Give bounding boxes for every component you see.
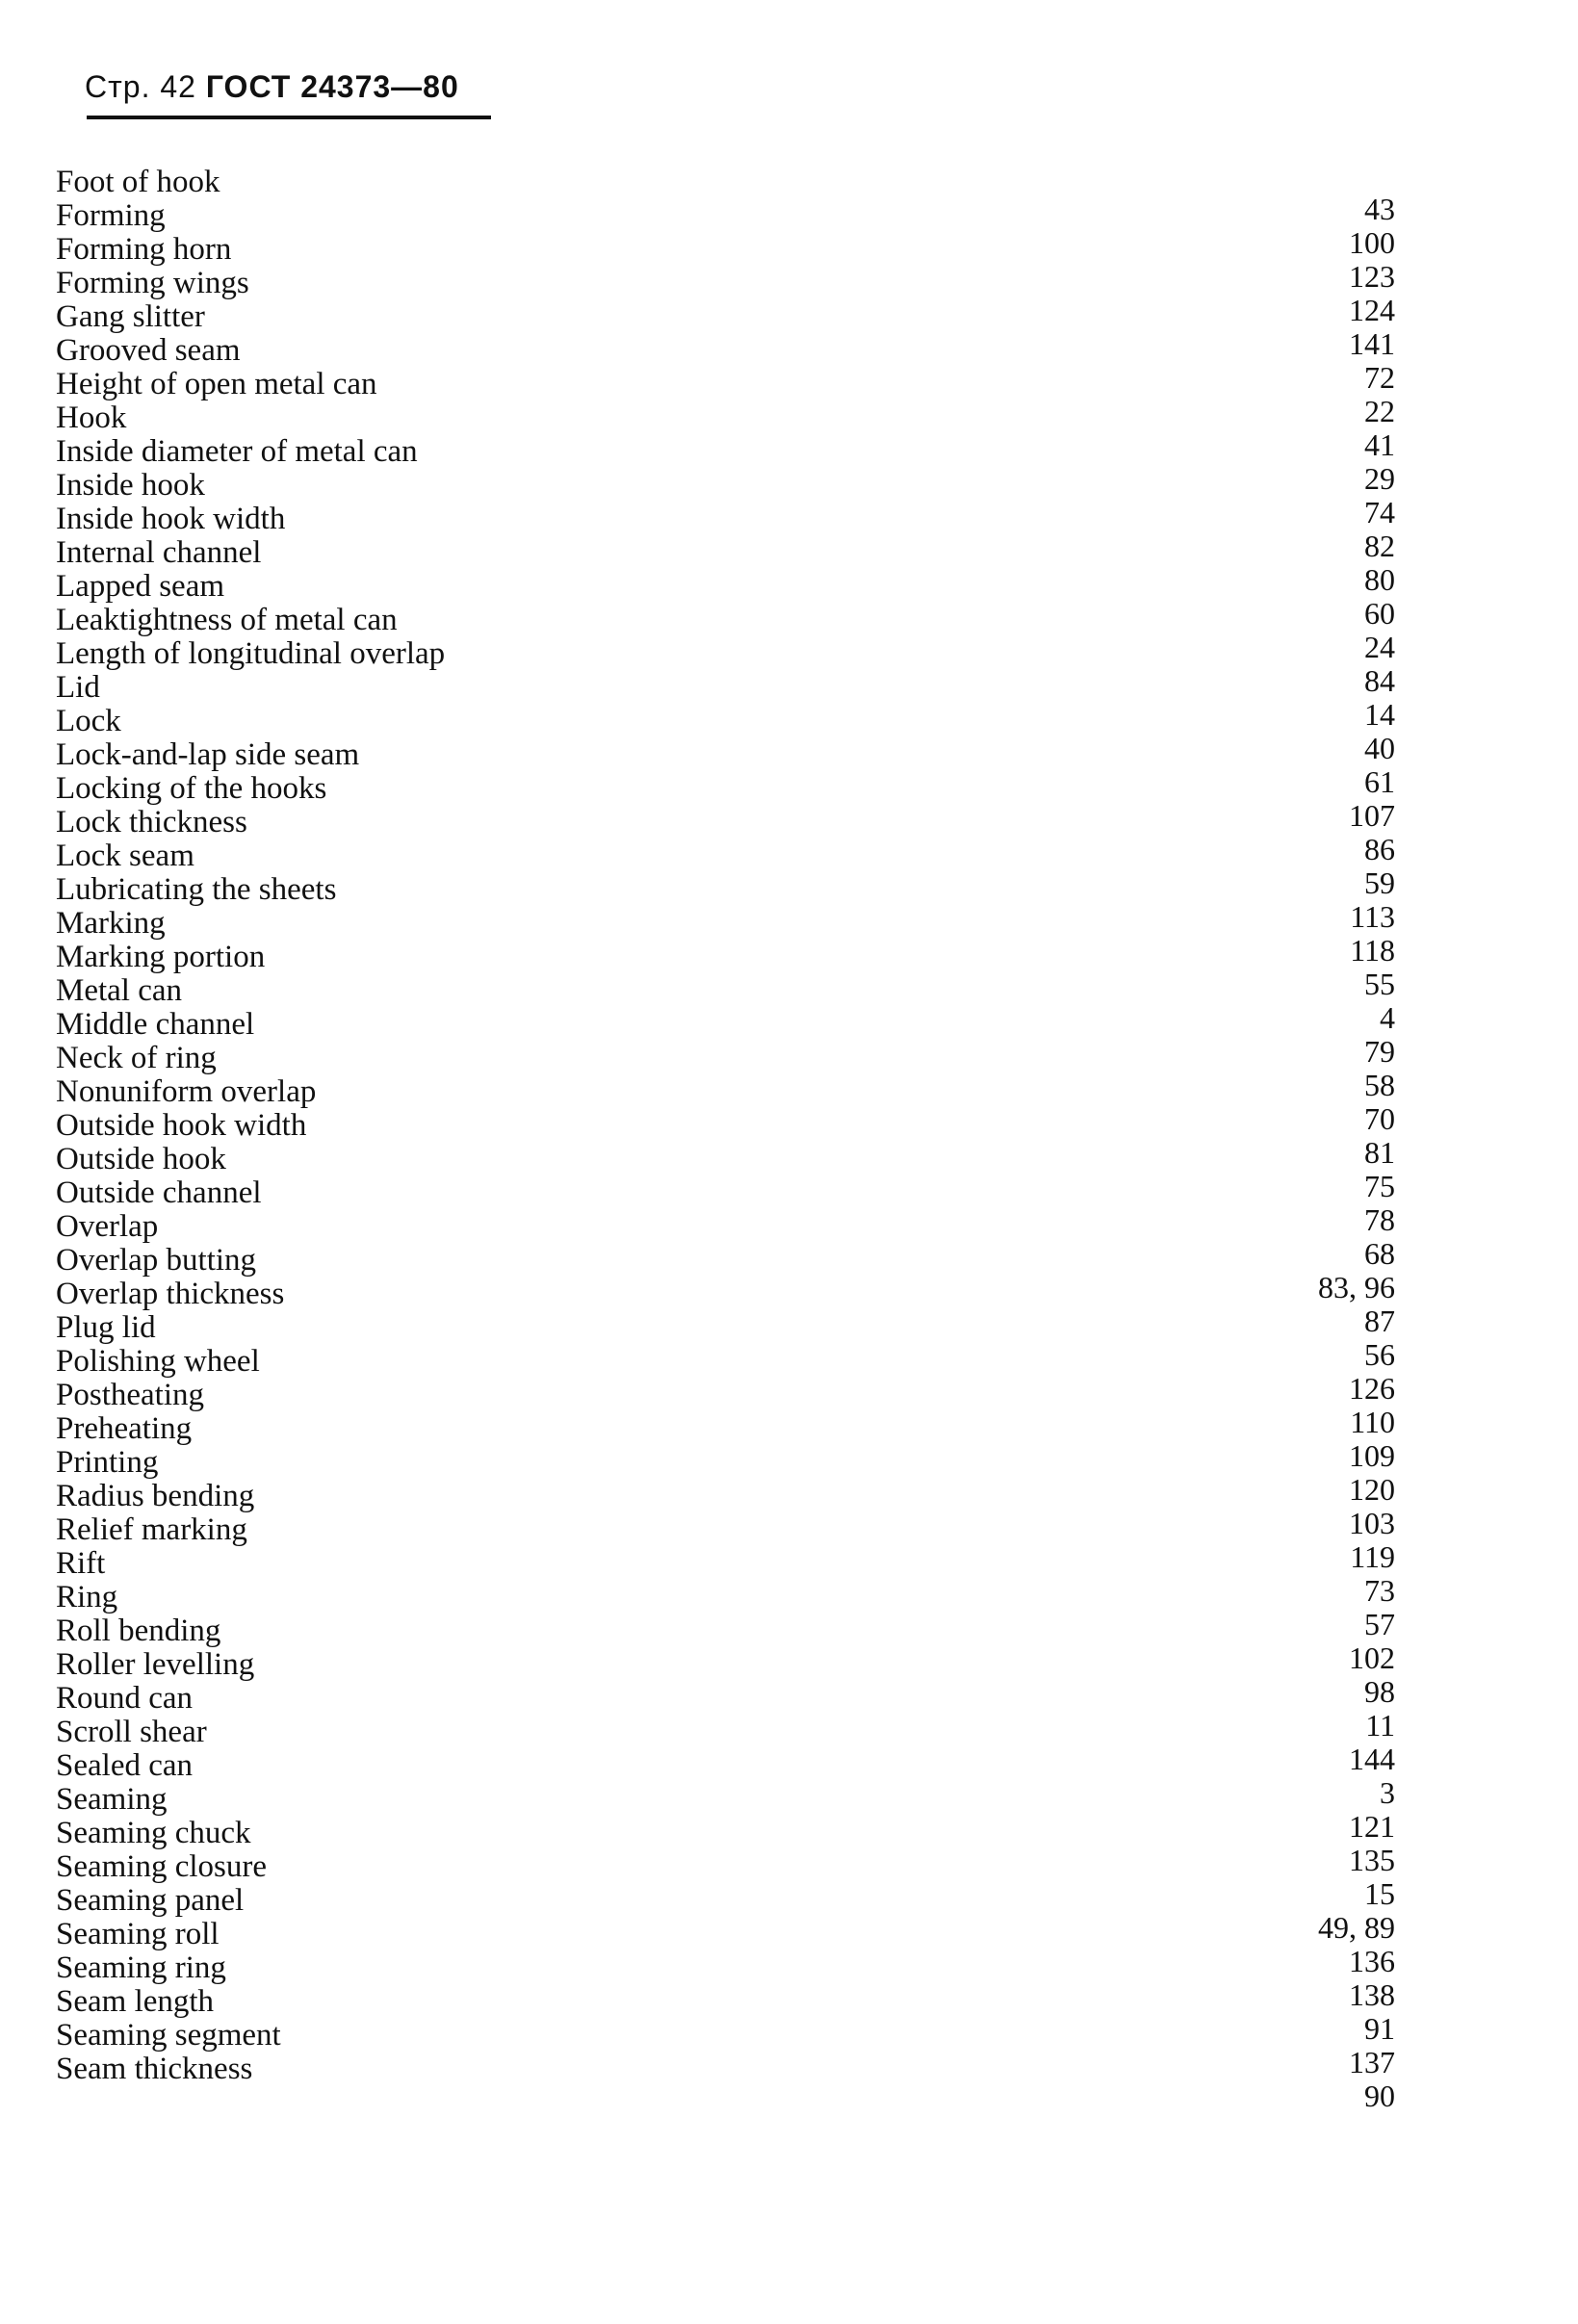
index-number: 11 [1365,1708,1395,1743]
index-number: 22 [1364,394,1395,428]
index-term: Locking of the hooks [56,771,327,806]
index-number: 90 [1364,2079,1395,2113]
index-number: 60 [1364,596,1395,631]
index-term: Hook [56,400,127,435]
index-number: 68 [1364,1236,1395,1271]
index-term: Radius bending [56,1479,255,1513]
index-term: Overlap thickness [56,1277,285,1311]
index-term: Marking portion [56,940,266,974]
page-number: Стр. 42 [85,69,196,104]
index-term: Overlap butting [56,1243,257,1278]
index-term: Roll bending [56,1614,221,1648]
index-number: 59 [1364,865,1395,900]
term-column [56,166,634,2086]
index-term: Inside hook width [56,502,286,536]
index-term: Metal can [56,973,183,1008]
index-term: Forming [56,198,166,233]
index-number: 74 [1364,495,1395,529]
index-term: Outside hook width [56,1108,307,1143]
page-header [85,69,459,105]
index-number: 24 [1364,630,1395,664]
index-term: Seaming [56,1782,168,1817]
index-number: 84 [1364,663,1395,698]
index-term: Postheating [56,1378,204,1412]
index-number: 91 [1364,2011,1395,2046]
index-number: 121 [1349,1809,1395,1844]
index-term: Nonuniform overlap [56,1074,317,1109]
index-term: Overlap [56,1209,159,1244]
index-term: Height of open metal can [56,367,377,401]
index-term: Seam length [56,1984,215,2019]
index-number: 87 [1364,1304,1395,1338]
index-term: Forming wings [56,266,249,300]
index-term: Outside hook [56,1142,226,1176]
index-term: Lock-and-lap side seam [56,737,360,772]
index-number: 83, 96 [1318,1270,1395,1304]
index-term: Lock thickness [56,805,247,839]
index-number: 55 [1364,967,1395,1001]
index-number: 103 [1349,1506,1395,1540]
index-term: Seam thickness [56,2052,253,2086]
index-term: Scroll shear [56,1715,207,1749]
index-number: 86 [1364,832,1395,866]
index-term: Lock seam [56,839,194,873]
index-term: Leaktightness of metal can [56,603,398,637]
index-term: Round can [56,1681,194,1716]
index-number: 15 [1364,1876,1395,1911]
index-number: 126 [1349,1371,1395,1406]
index-number: 29 [1364,461,1395,496]
index-number: 57 [1364,1607,1395,1641]
index-term: Seaming chuck [56,1816,251,1850]
index-term: Lapped seam [56,569,225,604]
index-term: Lubricating the sheets [56,872,337,907]
index-term: Foot of hook [56,165,220,199]
index-term: Seaming roll [56,1917,220,1951]
index-number: 81 [1364,1135,1395,1170]
index-term: Printing [56,1445,159,1480]
index-number: 102 [1349,1640,1395,1675]
index-term: Neck of ring [56,1041,217,1075]
index-term: Sealed can [56,1748,194,1783]
index-number: 98 [1364,1674,1395,1709]
index-number: 82 [1364,529,1395,563]
index-number: 137 [1349,2045,1395,2079]
index-term: Ring [56,1580,118,1614]
index-number: 78 [1364,1202,1395,1237]
index-number: 118 [1350,933,1395,968]
index-term: Middle channel [56,1007,255,1042]
index-term: Forming horn [56,232,232,267]
index-number: 3 [1380,1775,1395,1810]
index-number: 41 [1364,427,1395,462]
index-number: 61 [1364,764,1395,799]
index-term: Polishing wheel [56,1344,260,1379]
index-number: 75 [1364,1169,1395,1203]
index-number: 107 [1349,798,1395,833]
index-number: 43 [1364,192,1395,226]
index-number: 113 [1350,899,1395,934]
index-term: Relief marking [56,1512,247,1547]
index-term: Roller levelling [56,1647,255,1682]
number-column [1145,193,1395,2113]
index-number: 144 [1349,1742,1395,1776]
index-number: 141 [1349,326,1395,361]
index-term: Length of longitudinal overlap [56,636,446,671]
index-term: Gang slitter [56,299,205,334]
index-term: Seaming closure [56,1849,268,1884]
index-term: Lid [56,670,100,705]
index-number: 124 [1349,293,1395,327]
index-number: 100 [1349,225,1395,260]
index-term: Inside hook [56,468,205,503]
index-number: 56 [1364,1337,1395,1372]
index-term: Lock [56,704,121,738]
index-term: Seaming ring [56,1950,226,1985]
index-number: 58 [1364,1068,1395,1102]
index-term: Rift [56,1546,106,1581]
index-number: 73 [1364,1573,1395,1608]
index-number: 138 [1349,1977,1395,2012]
index-number: 4 [1380,1000,1395,1035]
index-number: 72 [1364,360,1395,395]
index-number: 79 [1364,1034,1395,1069]
index-term: Marking [56,906,166,941]
index-number: 40 [1364,731,1395,765]
index-number: 14 [1364,697,1395,732]
index-term: Outside channel [56,1175,262,1210]
index-number: 70 [1364,1101,1395,1136]
header-rule [87,116,491,119]
index-number: 109 [1349,1438,1395,1473]
standard-designation: ГОСТ 24373—80 [205,69,459,104]
index-number: 110 [1350,1405,1395,1439]
index-term: Plug lid [56,1310,156,1345]
index-term: Grooved seam [56,333,241,368]
index-term: Seaming panel [56,1883,245,1918]
index-term: Inside diameter of metal can [56,434,418,469]
index-number: 119 [1350,1539,1395,1574]
index-term: Internal channel [56,535,262,570]
index-number: 80 [1364,562,1395,597]
index-number: 123 [1349,259,1395,294]
index-term: Seaming segment [56,2018,281,2053]
index-number: 120 [1349,1472,1395,1507]
index-number: 136 [1349,1944,1395,1978]
index-term: Preheating [56,1411,193,1446]
index-number: 135 [1349,1843,1395,1877]
index-number: 49, 89 [1318,1910,1395,1945]
